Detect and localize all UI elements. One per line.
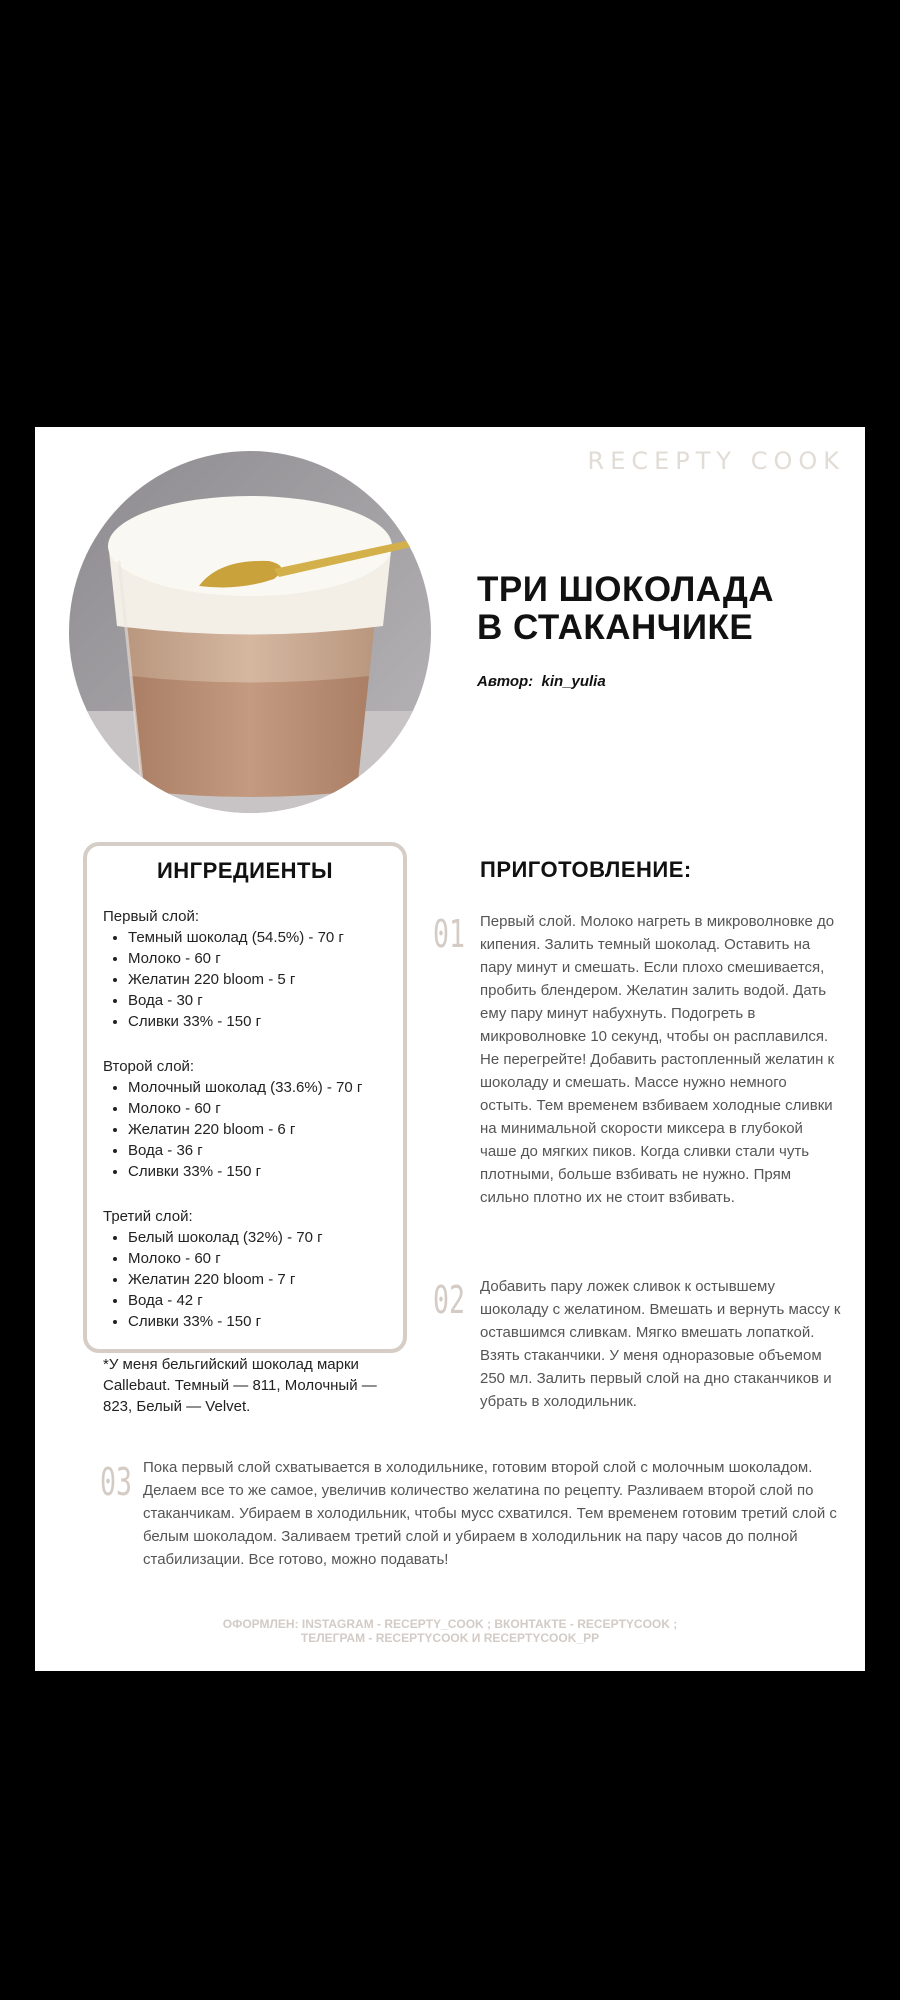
footer-credits [35, 1617, 865, 1645]
layer-title: Второй слой: [103, 1058, 195, 1075]
ingredient-item: • Молочный шоколад (33.6%) - 70 г [128, 1077, 387, 1098]
ingredient-item: • Белый шоколад (32%) - 70 г [128, 1227, 387, 1248]
footer-line-1: ОФОРМЛЕН: INSTAGRAM - RECEPTY_COOK ; ВКОНТАКТЕ - RECEPTYCOOK ; [222, 1617, 678, 1631]
preparation-title: ПРИГОТОВЛЕНИЕ: [480, 857, 692, 882]
ingredient-item: • Молоко - 60 г [128, 1098, 387, 1119]
ingredient-list [103, 927, 387, 1032]
layer-title: Третий слой: [103, 1208, 193, 1225]
ingredient-item: • Вода - 30 г [128, 990, 387, 1011]
ingredient-item: • Желатин 220 bloom - 5 г [128, 969, 387, 990]
ingredient-item: • Желатин 220 bloom - 6 г [128, 1119, 387, 1140]
step-text-1: Первый слой. Молоко нагреть в микроволновке до кипения. Залить темный шоколад. Оставить на пару минут и смешать. Если плохо смешивается, пробить блендером. Желатин залить водой. Дать ему пару минут набухнуть. Подогреть в микроволновке 10 секунд, чтобы он расплавился. Не перегрейте! Добавить растопленный желатин к шоколаду и смешать. Массе нужно немного остыть. Тем временем взбиваем холодные сливки на минимальной скорости миксера в глубокой чаше до мягких пиков. Когда сливки стали чуть плотными, больше взбивать не нужно. Прям сильно плотно их не стоит взбивать. [480, 913, 835, 1206]
ingredients-layer-1 [103, 906, 387, 1032]
recipe-header [477, 571, 847, 690]
ingredient-item: • Сливки 33% - 150 г [128, 1311, 387, 1332]
ingredients-layer-3 [103, 1206, 387, 1332]
brand-watermark: RECEPTY COOK [587, 447, 845, 475]
ingredient-item: • Сливки 33% - 150 г [128, 1161, 387, 1182]
ingredient-item: • Вода - 36 г [128, 1140, 387, 1161]
author-label: Автор: [477, 673, 534, 690]
dessert-cup-illustration [69, 451, 431, 813]
recipe-title-line2: В СТАКАНЧИКЕ [477, 608, 754, 647]
step-text-3: Пока первый слой схватывается в холодильнике, готовим второй слой с молочным шоколадом. Делаем все то же самое, увеличив количество желатина по рецепту. Разливаем второй слой по стаканчикам. Убираем в холодильник, чтобы мусс схватился. Тем временем готовим третий слой с белым шоколадом. Заливаем третий слой и убираем в холодильник на пару часов до полной стабилизации. Все готово, можно подавать! [143, 1459, 837, 1568]
step-number-3: 03 [100, 1460, 133, 1504]
ingredients-panel [83, 842, 407, 1415]
ingredient-item: • Темный шоколад (54.5%) - 70 г [128, 927, 387, 948]
step-text-2: Добавить пару ложек сливок к остывшему шоколаду с желатином. Вмешать и вернуть массу к оставшимся сливкам. Мягко вмешать лопаткой. Взять стаканчики. У меня одноразовые объемом 250 мл. Залить первый слой на дно стаканчиков и убрать в холодильник. [480, 1278, 841, 1410]
step-number-1: 01 [433, 912, 466, 956]
step-number-2: 02 [433, 1278, 466, 1322]
author-name: kin_yulia [541, 673, 606, 690]
ingredient-list [103, 1227, 387, 1332]
ingredient-item: • Молоко - 60 г [128, 1248, 387, 1269]
ingredient-list [103, 1077, 387, 1182]
footer-line-2: ТЕЛЕГРАМ - RECEPTYCOOK И RECEPTYCOOK_PP [300, 1631, 600, 1645]
chocolate-note: *У меня бельгийский шоколад марки Callebaut. Темный — 811, Молочный — 823, Белый — Velvet. [103, 1356, 377, 1415]
recipe-title-line1: ТРИ ШОКОЛАДА [477, 570, 775, 609]
ingredient-item: • Молоко - 60 г [128, 948, 387, 969]
ingredient-item: • Вода - 42 г [128, 1290, 387, 1311]
ingredients-title: ИНГРЕДИЕНТЫ [156, 858, 334, 883]
ingredient-item: • Сливки 33% - 150 г [128, 1011, 387, 1032]
ingredients-layer-2 [103, 1056, 387, 1182]
recipe-card [35, 427, 865, 1671]
dessert-cup-photo [69, 451, 431, 813]
ingredient-item: • Желатин 220 bloom - 7 г [128, 1269, 387, 1290]
author-credit [477, 673, 847, 690]
layer-title: Первый слой: [103, 908, 200, 925]
